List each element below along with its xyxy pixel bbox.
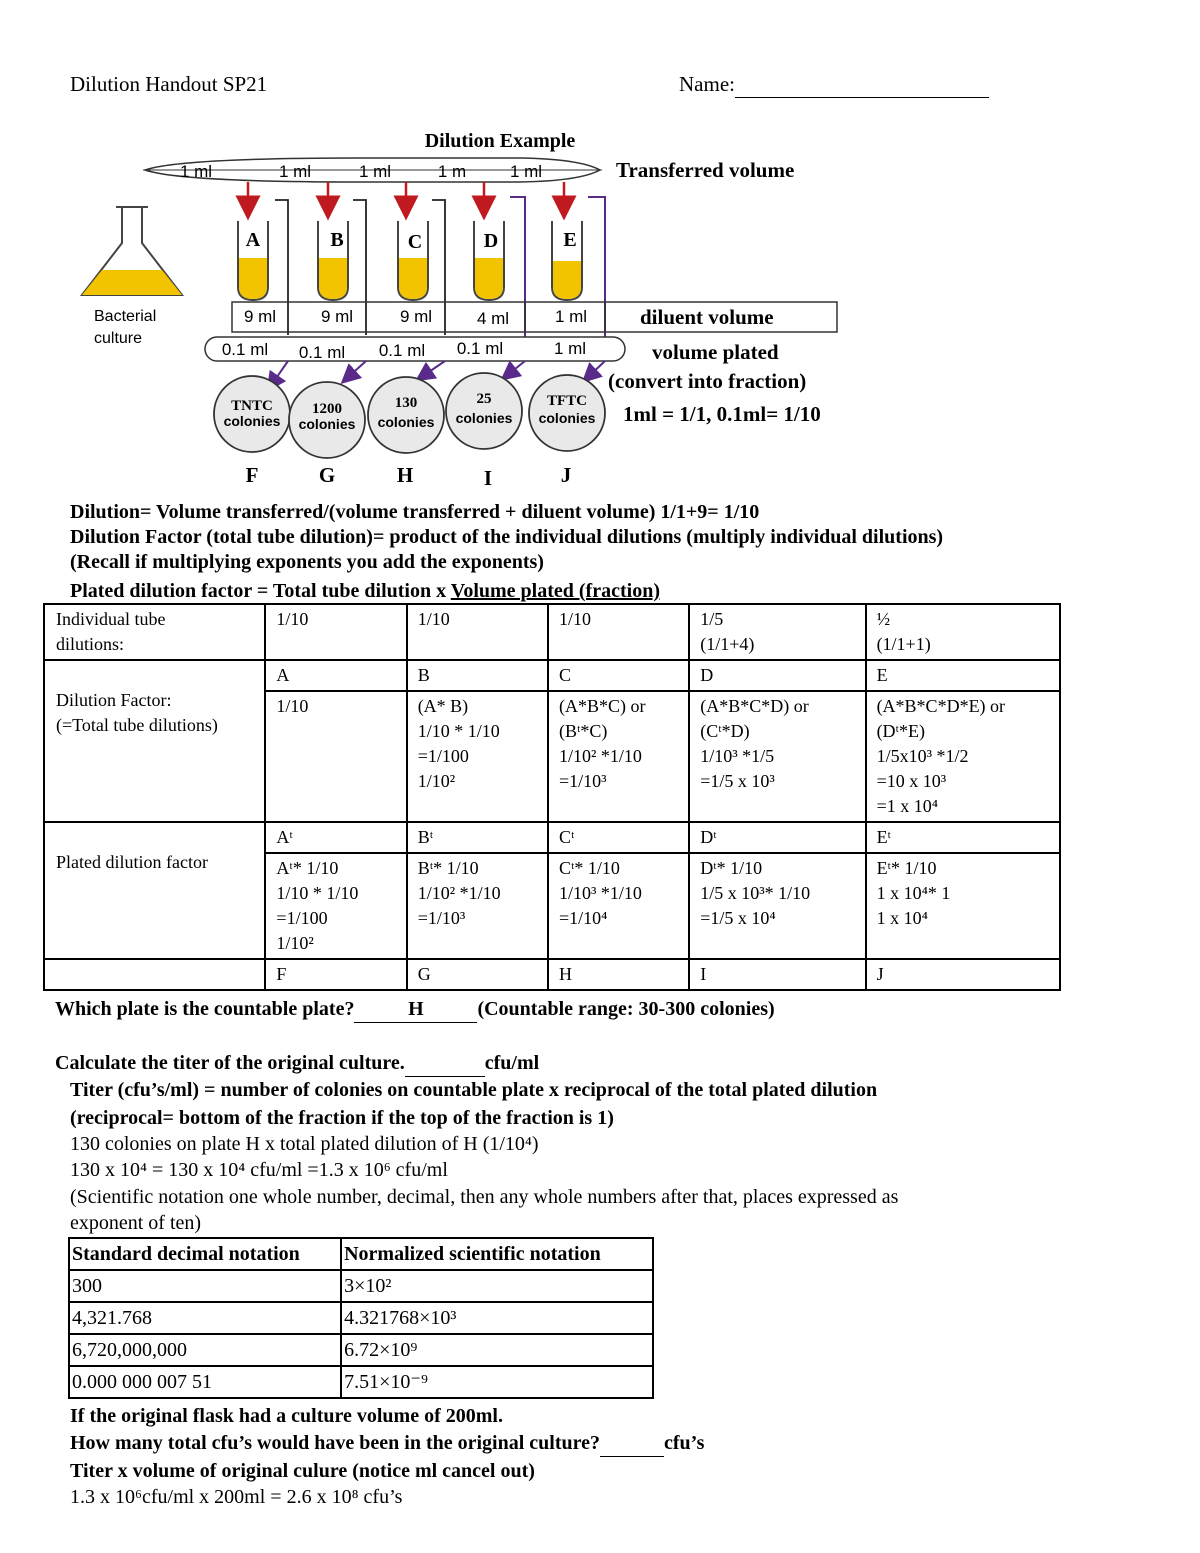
plate-letter-g: G [318,463,336,487]
row-label-dilution-factor [44,660,265,822]
plate-g [289,382,365,458]
flask-label-line1: Bacterial [94,308,157,325]
cell [407,604,548,660]
def-plated-factor-underlined: Volume plated (fraction) [450,580,660,602]
tube-label-a: A [245,229,261,251]
cell-line: Dᵗ* 1/10 [700,858,763,878]
plate-letter-cell: I [689,959,865,990]
final-question [70,1430,704,1457]
cell-line: (1/1+4) [700,634,755,654]
diluent-vol-e: 1 ml [554,307,588,326]
row-label-line: Plated dilution factor [56,852,208,872]
question-text: How many total cfu’s would have been in the original culture? [70,1432,601,1454]
plate-f-count: TNTC [231,398,273,414]
transferred-label: Transferred volume [616,158,795,182]
final-line-1: If the original flask had a culture volume of 200ml. [70,1405,503,1427]
diluent-vol-d: 4 ml [476,309,510,328]
row-label-line: (=Total tube dilutions) [56,715,218,735]
cell-line: Cᵗ* 1/10 [558,858,620,878]
table-row [44,959,1060,990]
cell-line: 1/10 [558,609,591,629]
scientific-notation-table [68,1237,654,1399]
handout-title: Dilution Handout SP21 [70,72,268,96]
question-unit: cfu’s [664,1432,705,1454]
tube-letter-cell: A [265,660,406,691]
flask-icon [82,207,182,295]
cell-line: 1/10² [276,933,314,953]
cell-line: 1/10³ *1/5 [700,746,775,766]
cell-line: 1/10 [276,696,309,716]
tube-label-e: E [563,229,577,251]
cell [548,604,689,660]
scientific-cell: 3×10² [341,1270,653,1302]
cell-line: (1/1+1) [876,634,931,654]
cell-line: =1 x 10⁴ [876,796,938,816]
transfer-vol-4: 1 m [437,162,467,181]
diluent-vol-c: 9 ml [399,307,433,326]
cell-line: 1/10 [276,609,309,629]
cell [548,691,689,822]
cell-line: =1/10³ [417,908,466,928]
diluent-label: diluent volume [640,305,774,329]
transfer-vol-3: 1 ml [358,162,392,181]
plate-letter-h: H [396,463,414,487]
sci-note-1: (Scientific notation one whole number, decimal, then any whole numbers after that, places expressed as [70,1186,899,1208]
plate-f [214,376,290,452]
empty-cell [44,959,265,990]
cell-line: =1/100 [417,746,469,766]
cell-line: 1/10 * 1/10 [417,721,500,741]
countable-plate-answer[interactable] [354,996,477,1023]
cell [689,853,865,959]
cell-line: 1/10² *1/10 [417,883,501,903]
name-blank[interactable] [735,72,989,98]
cell-line: 1/10³ *1/10 [558,883,642,903]
cell [265,604,406,660]
row-label-line: Individual tube [56,609,166,629]
plate-i [446,373,522,449]
cell-line: 1/10² [417,771,456,791]
cell-line: (A*B*C*D) or [700,696,809,716]
plate-letter-j: J [560,463,572,487]
plate-i-count: 25 [476,391,492,407]
total-letter-cell: Cᵗ [548,822,689,853]
cell-line: =1/5 x 10³ [700,771,775,791]
titer-definition: Titer (cfu’s/ml) = number of colonies on countable plate x reciprocal of the total plated dilution [70,1079,878,1101]
cell-line: Eᵗ* 1/10 [876,858,937,878]
titer-question [55,1050,539,1077]
question-unit: cfu/ml [484,1052,540,1074]
column-header: Normalized scientific notation [341,1238,653,1270]
cell-line: (A* B) [417,696,469,716]
plate-i-unit: colonies [455,410,513,426]
plate-letter-cell: G [407,959,548,990]
total-letter-cell: Bᵗ [407,822,548,853]
diagram-title: Dilution Example [424,130,576,152]
cell-line: =1/5 x 10⁴ [700,908,776,928]
plated-vol-a: 0.1 ml [221,340,269,359]
cell-line: =1/10³ [558,771,607,791]
total-letter-cell: Eᵗ [866,822,1060,853]
plated-vol-d: 0.1 ml [456,339,504,358]
cell-line: 1/5 [700,609,724,629]
plate-letter-cell: H [548,959,689,990]
def-recall: (Recall if multiplying exponents you add the exponents) [70,551,544,573]
row-label-line: Dilution Factor: [56,690,172,710]
cell-line: =1/100 [276,908,328,928]
cell-line: 1 x 10⁴ [876,908,928,928]
cell [689,691,865,822]
cell [866,691,1060,822]
name-label: Name: [679,72,735,96]
cell-line: =1/10⁴ [558,908,608,928]
cell-line: Aᵗ* 1/10 [276,858,339,878]
flask-label-line2: culture [94,330,143,347]
def-plated-factor [70,578,660,604]
plated-vol-b: 0.1 ml [298,343,346,362]
decimal-cell: 4,321.768 [69,1302,341,1334]
tube-label-d: D [483,230,499,252]
table-row [44,604,1060,660]
plate-j-unit: colonies [538,410,596,426]
cell [407,853,548,959]
total-letter-cell: Aᵗ [265,822,406,853]
cell-line: (Bᵗ*C) [558,721,608,741]
cell [866,853,1060,959]
final-line-4: 1.3 x 10⁶cfu/ml x 200ml = 2.6 x 10⁸ cfu’s [70,1486,403,1508]
tube-letter-cell: B [407,660,548,691]
row-label-plated [44,822,265,959]
cell-line: 1 x 10⁴* 1 [876,883,951,903]
question-text: Calculate the titer of the original culture. [55,1052,405,1074]
tube-label-c: C [407,231,423,253]
decimal-cell: 300 [69,1270,341,1302]
plate-h [368,377,444,453]
dilution-table [43,603,1061,991]
transfer-vol-2: 1 ml [278,162,312,181]
cell-line: 1/10 * 1/10 [276,883,359,903]
scientific-cell: 4.321768×10³ [341,1302,653,1334]
plated-label-1: volume plated [652,340,779,364]
diluent-vol-b: 9 ml [320,307,354,326]
total-cfu-blank[interactable] [600,1430,664,1457]
calc-line-2: 130 x 10⁴ = 130 x 10⁴ cfu/ml =1.3 x 10⁶ cfu/ml [70,1159,448,1181]
cell-line: (Dᵗ*E) [876,721,925,741]
plate-g-count: 1200 [312,401,342,417]
transfer-vol-1: 1 ml [179,162,213,181]
plated-label-2: (convert into fraction) [608,369,807,393]
cell [265,853,406,959]
cell [689,604,865,660]
countable-plate-question [55,996,775,1023]
table-row [44,660,1060,691]
plated-label-3: 1ml = 1/1, 0.1ml= 1/10 [623,402,821,426]
plate-j-count: TFTC [546,393,588,409]
final-line-3: Titer x volume of original culure (notice ml cancel out) [70,1460,535,1482]
answer-value: H [408,998,424,1020]
table-row [69,1366,653,1398]
transfer-vol-5: 1 ml [509,162,543,181]
question-text: Which plate is the countable plate? [55,998,355,1020]
diluent-vol-a: 9 ml [243,307,277,326]
table-row [44,822,1060,853]
row-label-individual [44,604,265,660]
cell-line: 1/5 x 10³* 1/10 [700,883,811,903]
cell-line: Bᵗ* 1/10 [417,858,479,878]
def-plated-factor-text: Plated dilution factor = Total tube dilution x [70,580,451,602]
table-header-row [69,1238,653,1270]
cell-line: 1/5x10³ *1/2 [876,746,969,766]
scientific-cell: 6.72×10⁹ [341,1334,653,1366]
plate-letter-f: F [245,463,259,487]
tube-letter-cell: C [548,660,689,691]
cell-line: ½ [876,609,891,629]
plate-f-unit: colonies [223,413,281,429]
cell [866,604,1060,660]
row-label-line: dilutions: [56,634,125,654]
plated-vol-c: 0.1 ml [378,341,426,360]
plate-letter-cell: J [866,959,1060,990]
cell-line: 1/10 [417,609,450,629]
cell-line: (Cᵗ*D) [700,721,750,741]
plate-j [529,375,605,451]
cell-line: =10 x 10³ [876,771,947,791]
decimal-cell: 0.000 000 007 51 [69,1366,341,1398]
name-field[interactable] [679,72,989,98]
plate-h-unit: colonies [377,414,435,430]
total-letter-cell: Dᵗ [689,822,865,853]
calc-line-1: 130 colonies on plate H x total plated dilution of H (1/10⁴) [70,1133,539,1155]
tube-letter-cell: E [866,660,1060,691]
question-hint: (Countable range: 30-300 colonies) [477,998,775,1020]
reciprocal-definition: (reciprocal= bottom of the fraction if the top of the fraction is 1) [70,1107,614,1129]
plate-g-unit: colonies [298,416,356,432]
def-dilution: Dilution= Volume transferred/(volume transferred + diluent volume) 1/1+9= 1/10 [70,501,760,523]
sci-note-2: exponent of ten) [70,1212,202,1234]
plate-letter-i: I [483,466,493,490]
def-dilution-factor: Dilution Factor (total tube dilution)= product of the individual dilutions (multiply individual dilutions) [70,526,944,548]
table-row [69,1270,653,1302]
cell-line: (A*B*C) or [558,696,646,716]
plated-vol-e: 1 ml [553,339,587,358]
plate-h-count: 130 [394,395,418,411]
table-row [69,1302,653,1334]
cell-line: (A*B*C*D*E) or [876,696,1006,716]
titer-answer-blank[interactable] [405,1050,485,1077]
tube-letter-cell: D [689,660,865,691]
cell [548,853,689,959]
column-header: Standard decimal notation [69,1238,341,1270]
scientific-cell: 7.51×10⁻⁹ [341,1366,653,1398]
decimal-cell: 6,720,000,000 [69,1334,341,1366]
plate-letter-cell: F [265,959,406,990]
cell-line: 1/10² *1/10 [558,746,642,766]
table-row [69,1334,653,1366]
tube-label-b: B [330,229,344,251]
dilution-diagram [60,125,940,495]
cell [265,691,406,822]
cell [407,691,548,822]
